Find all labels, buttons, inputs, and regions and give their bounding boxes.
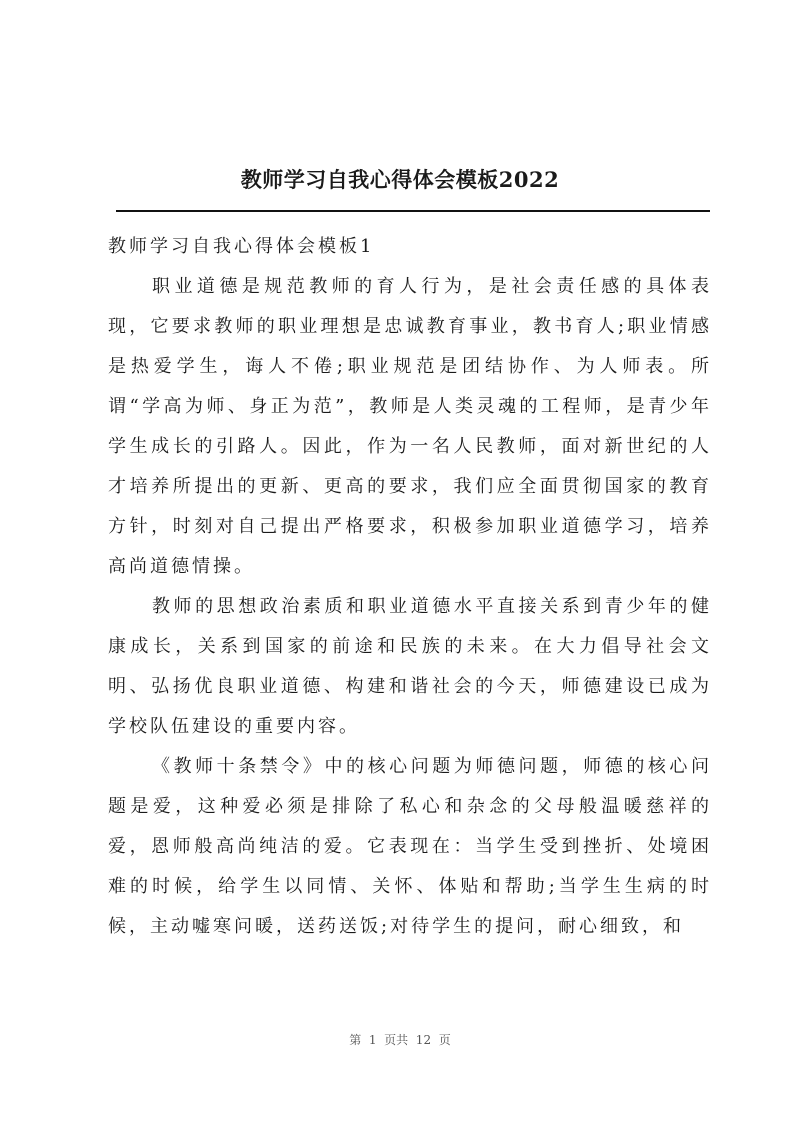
- paragraph: 《教师十条禁令》中的核心问题为师德问题，师德的核心问题是爱，这种爱必须是排除了私心和杂念的父母般温暖慈祥的爱，恩师般高尚纯洁的爱。它表现在：当学生受到挫折、处境困难的时候，给学生以同情、关怀、体贴和帮助;当学生生病的时候，主动嘘寒问暖，送药送饭;对待学生的提问，耐心细致，和: [108, 756, 712, 937]
- section-heading: 教师学习自我心得体会模板1: [108, 236, 375, 257]
- paragraph: 教师的思想政治素质和职业道德水平直接关系到青少年的健康成长，关系到国家的前途和民族的未来。在大力倡导社会文明、弘扬优良职业道德、构建和谐社会的今天，师德建设已成为学校队伍建设的重要内容。: [108, 596, 712, 737]
- title-divider: [116, 210, 710, 212]
- paragraph: 职业道德是规范教师的育人行为，是社会责任感的具体表现，它要求教师的职业理想是忠诚教育事业，教书育人;职业情感是热爱学生，诲人不倦;职业规范是团结协作、为人师表。所谓“学高为师、身正为范”，教师是人类灵魂的工程师，是青少年学生成长的引路人。因此，作为一名人民教师，面对新世纪的人才培养所提出的更新、更高的要求，我们应全面贯彻国家的教育方针，时刻对自己提出严格要求，积极参加职业道德学习，培养高尚道德情操。: [108, 276, 712, 577]
- page-title: 教师学习自我心得体会模板2022: [240, 167, 560, 192]
- page-footer: 第 1 页共 12 页: [349, 1033, 451, 1047]
- document-body: [108, 267, 712, 947]
